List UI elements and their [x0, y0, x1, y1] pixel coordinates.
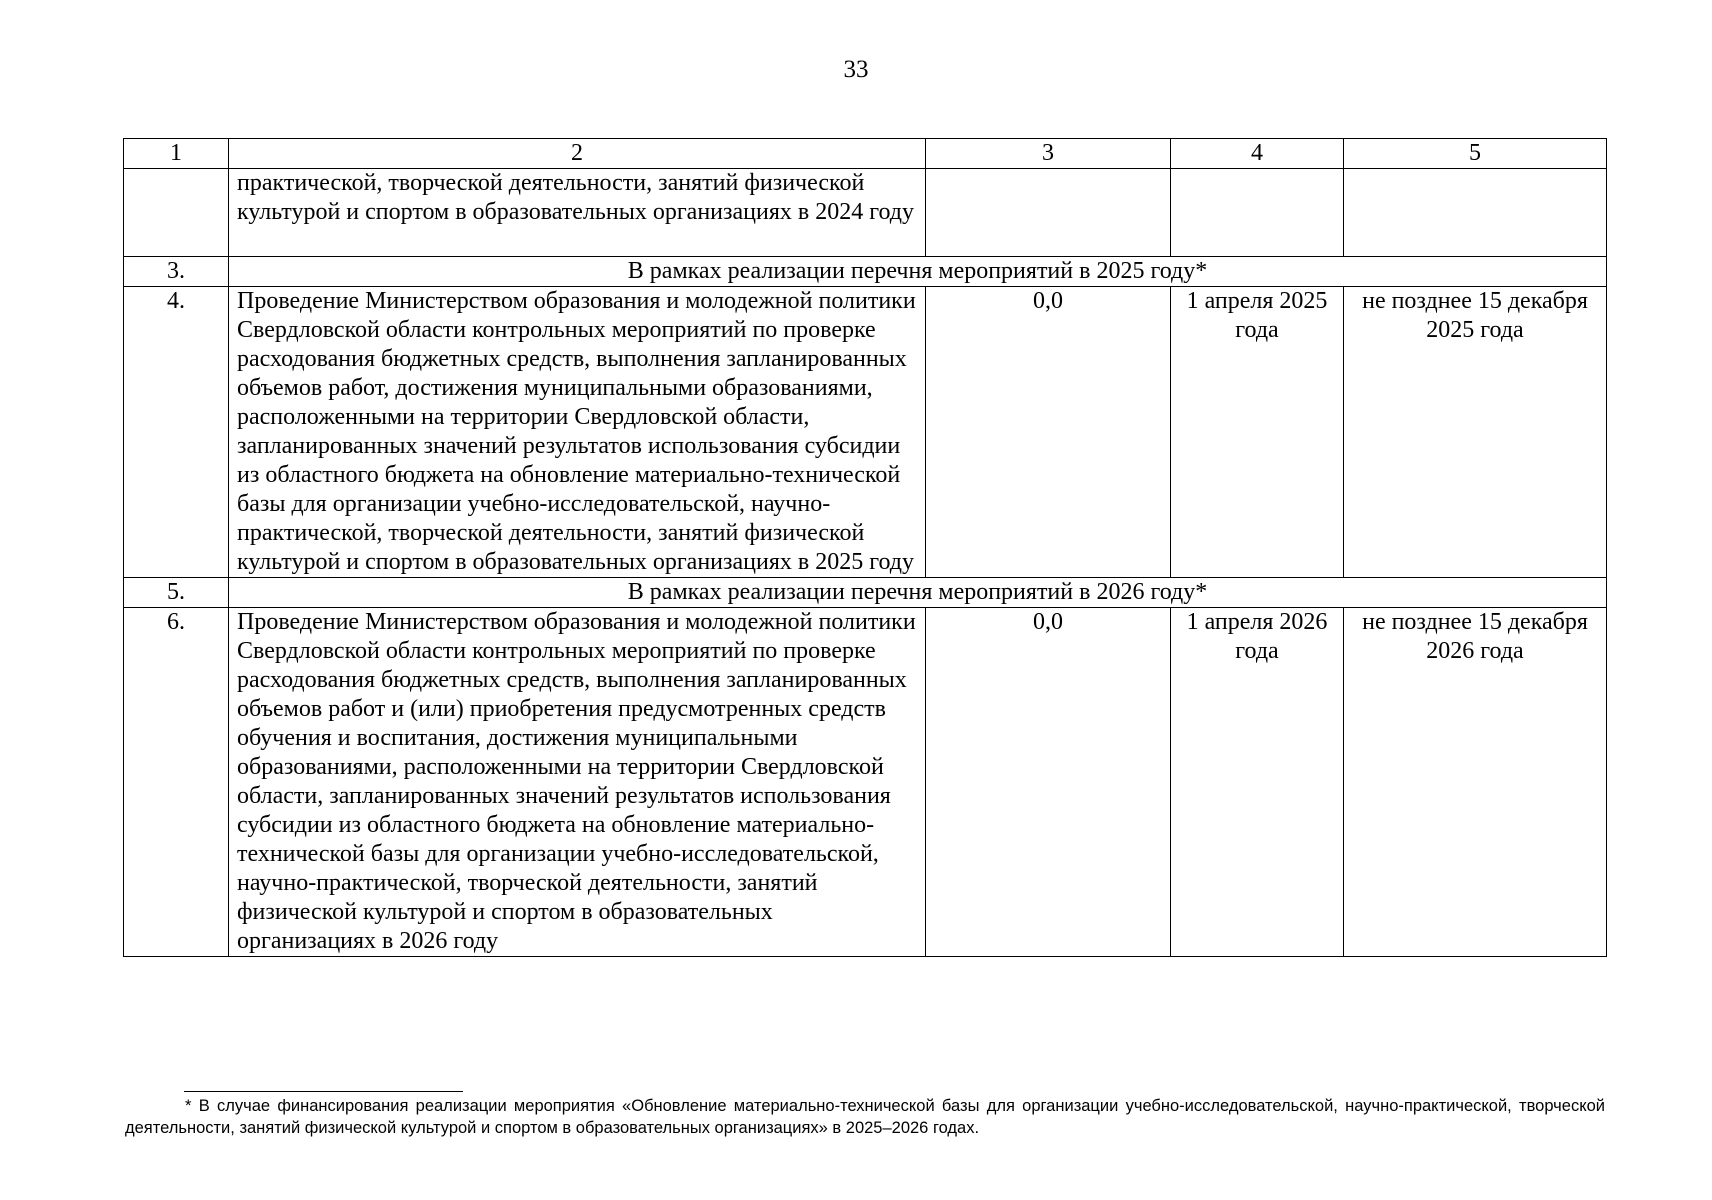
row-description: Проведение Министерством образования и молодежной политики Свердловской области контрольных мероприятий по проверке расходования бюджетных средств, выполнения запланированных объемов работ и (или) приобретения предусмотренных средств обучения и воспитания, достижения муниципальными образованиями, расположенными на территории Свердловской области, запланированных значений результатов использования субсидии из областного бюджета на обновление материально-технической базы для организации учебно-исследовательской, научно-практической, творческой деятельности, занятий физической культурой и спортом в образовательных организациях в 2026 году	[229, 608, 926, 957]
section-title: В рамках реализации перечня мероприятий в 2026 году*	[229, 578, 1607, 608]
row-description: Проведение Министерством образования и молодежной политики Свердловской области контрольных мероприятий по проверке расходования бюджетных средств, выполнения запланированных объемов работ, достижения муниципальными образованиями, расположенными на территории Свердловской области, запланированных значений результатов использования субсидии из областного бюджета на обновление материально-технической базы для организации учебно-исследовательской, научно-практической, творческой деятельности, занятий физической культурой и спортом в образовательных организациях в 2025 году	[229, 287, 926, 578]
row-number-cell	[124, 169, 229, 257]
table-row-2025	[124, 287, 1607, 578]
column-header-1: 1	[124, 139, 229, 169]
row-description: практической, творческой деятельности, занятий физической культурой и спортом в образовательных организациях в 2024 году	[229, 169, 926, 257]
row-amount: 0,0	[926, 287, 1171, 578]
row-start-date	[1171, 169, 1344, 257]
table-row-2026	[124, 608, 1607, 957]
column-header-4: 4	[1171, 139, 1344, 169]
row-number: 6.	[124, 608, 229, 957]
row-end-date	[1344, 169, 1607, 257]
row-number: 3.	[124, 257, 229, 287]
table-header-row	[124, 139, 1607, 169]
row-amount	[926, 169, 1171, 257]
page-number: 33	[843, 56, 869, 83]
table-row-continuation	[124, 169, 1607, 257]
row-end-date: не позднее 15 декабря 2025 года	[1344, 287, 1607, 578]
row-start-date: 1 апреля 2025 года	[1171, 287, 1344, 578]
row-start-date: 1 апреля 2026 года	[1171, 608, 1344, 957]
row-number: 4.	[124, 287, 229, 578]
footnote-separator	[184, 1091, 463, 1092]
events-table	[123, 138, 1607, 957]
row-amount: 0,0	[926, 608, 1171, 957]
column-header-3: 3	[926, 139, 1171, 169]
table-row-section-2026	[124, 578, 1607, 608]
row-number: 5.	[124, 578, 229, 608]
column-header-5: 5	[1344, 139, 1607, 169]
table-row-section-2025	[124, 257, 1607, 287]
section-title: В рамках реализации перечня мероприятий в 2025 году*	[229, 257, 1607, 287]
footnote: * В случае финансирования реализации мероприятия «Обновление материально-технической базы для организации учебно-исследовательской, научно-практической, творческой деятельности, занятий физической культурой и спортом в образовательных организациях» в 2025–2026 годах.	[125, 1097, 1605, 1137]
row-end-date: не позднее 15 декабря 2026 года	[1344, 608, 1607, 957]
column-header-2: 2	[229, 139, 926, 169]
